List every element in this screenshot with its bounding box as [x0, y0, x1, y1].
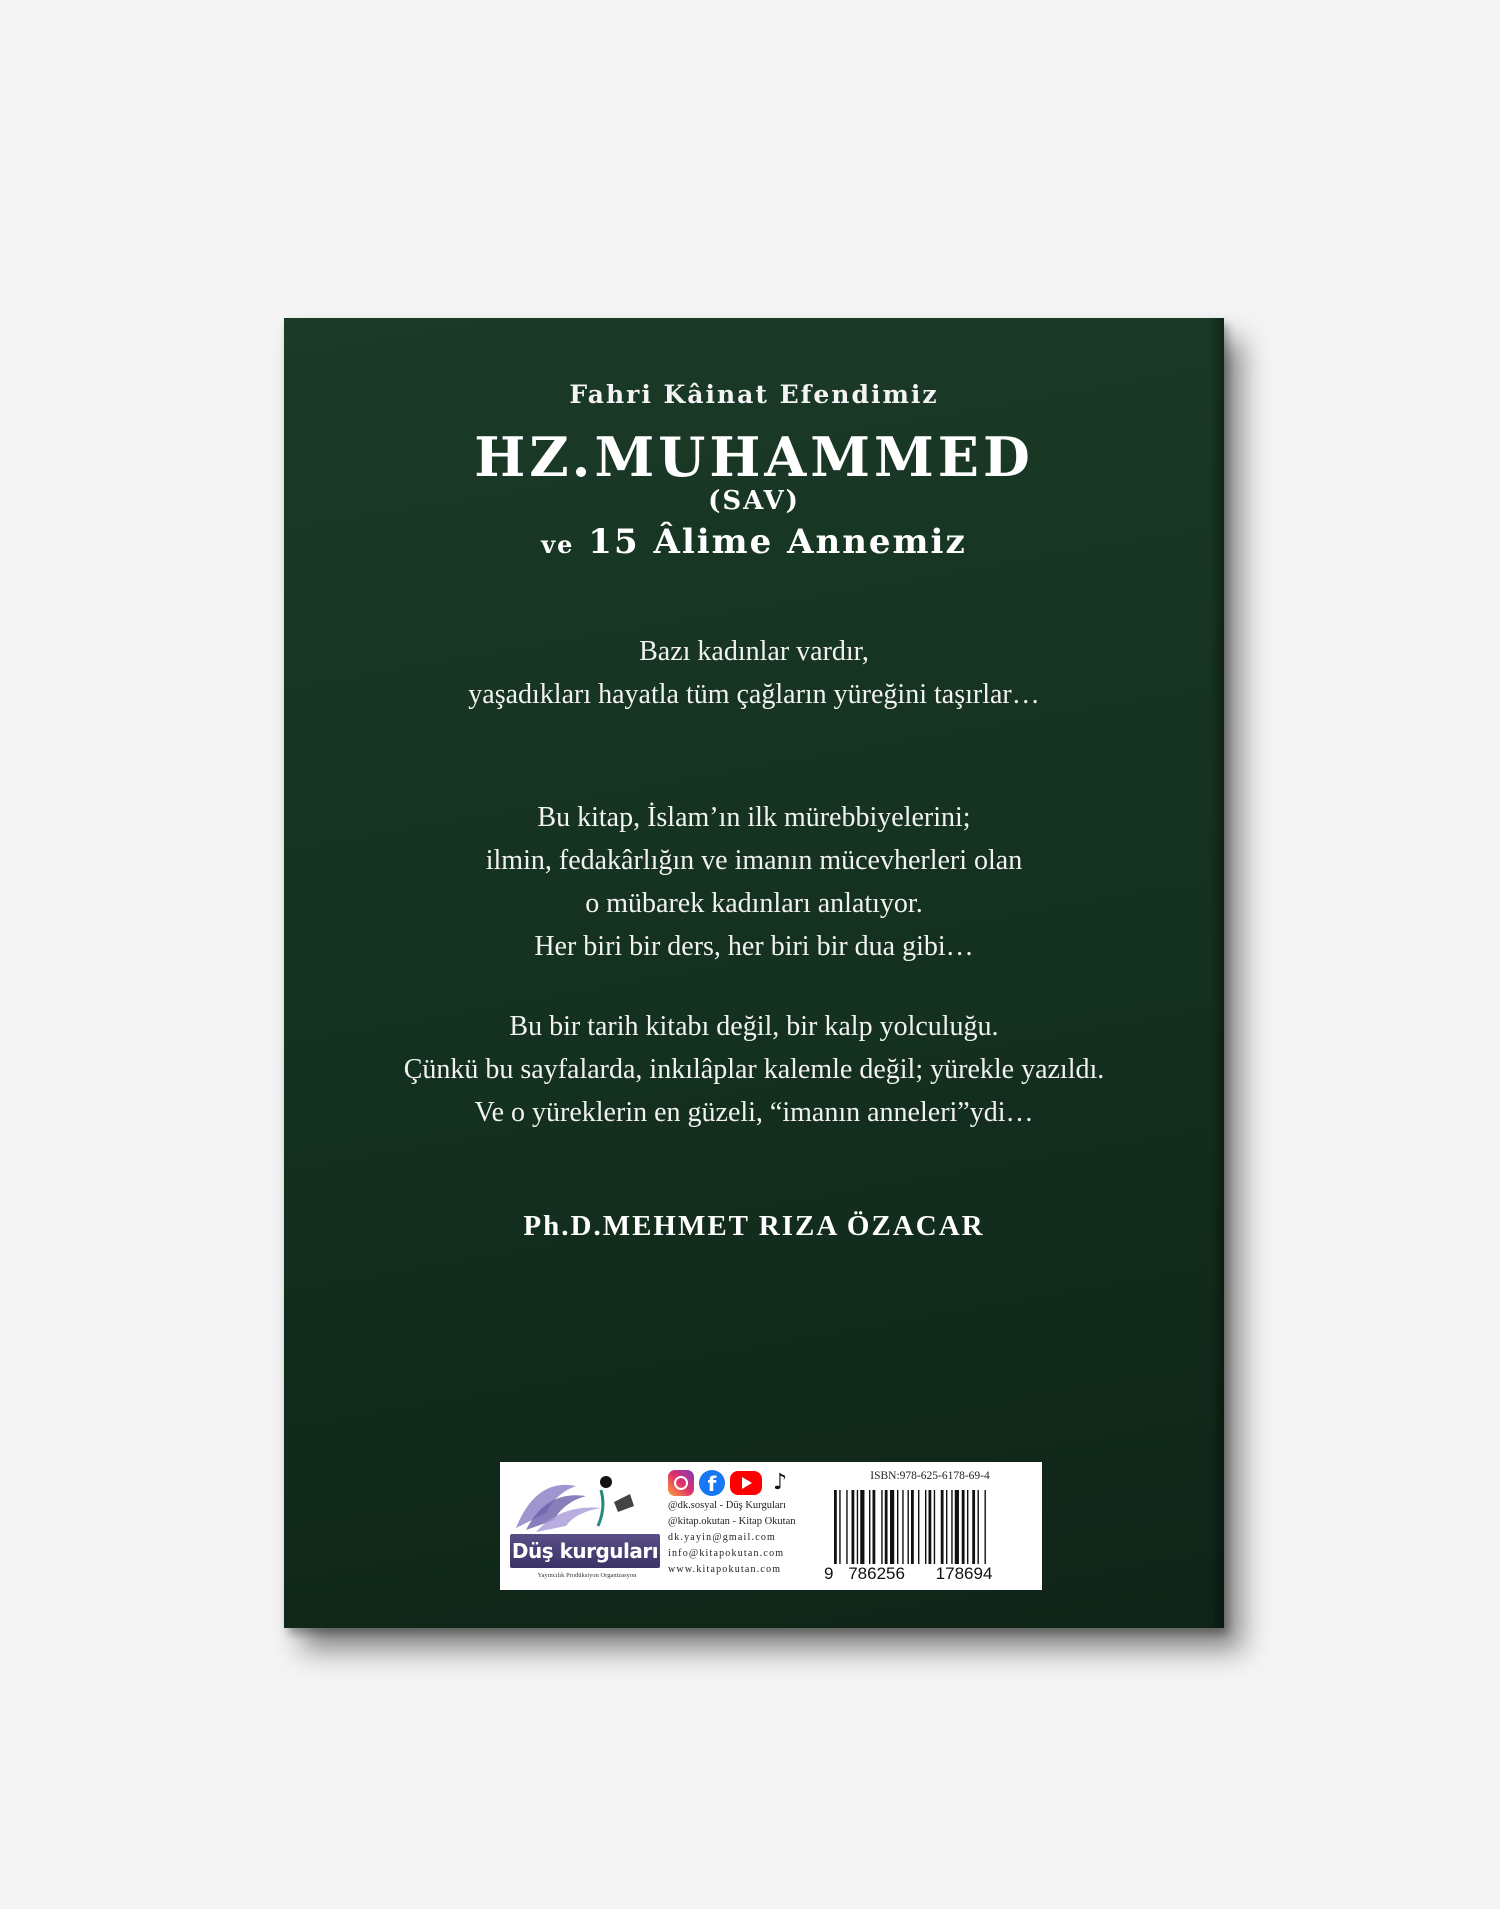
- cover-title-suffix: (SAV): [708, 486, 800, 516]
- blurb-paragraph-1: [284, 630, 1224, 716]
- blurb-line: Her biri bir ders, her biri bir dua gibi…: [534, 931, 974, 962]
- instagram-icon: [668, 1470, 694, 1496]
- social-contacts: [668, 1468, 818, 1588]
- publisher-barcode-label: [500, 1462, 1042, 1590]
- youtube-icon: [730, 1471, 762, 1495]
- blurb-line: yaşadıkları hayatla tüm çağların yüreğini taşırlar…: [468, 679, 1040, 710]
- publisher-logo: [506, 1468, 664, 1584]
- tiktok-icon: ♪: [772, 1470, 788, 1495]
- barcode: [834, 1490, 1030, 1564]
- blurb-line: Bu kitap, İslam’ın ilk mürebbiyelerini;: [537, 802, 971, 833]
- blurb-line: Çünkü bu sayfalarda, inkılâplar kalemle değil; yürekle yazıldı.: [403, 1054, 1105, 1085]
- subtitle-ve: ve: [541, 530, 575, 559]
- facebook-icon: f: [699, 1470, 725, 1496]
- blurb-paragraph-2: [284, 796, 1224, 968]
- social-icons: [668, 1468, 818, 1498]
- website-line: www.kitapokutan.com: [668, 1564, 782, 1575]
- blurb-line: Ve o yüreklerin en güzeli, “imanın anneleri”ydi…: [474, 1097, 1034, 1128]
- social-line: @kitap.okutan - Kitap Okutan: [668, 1516, 796, 1527]
- book-back-cover: [284, 318, 1224, 1628]
- email-line: info@kitapokutan.com: [668, 1548, 785, 1559]
- barcode-left-digits: 786256: [848, 1564, 905, 1583]
- blurb-line: o mübarek kadınları anlatıyor.: [585, 888, 923, 919]
- cover-supertitle: Fahri Kâinat Efendimiz: [569, 380, 939, 409]
- email-line: dk.yayin@gmail.com: [668, 1532, 777, 1543]
- barcode-area: [824, 1468, 1036, 1586]
- blurb-line: ilmin, fedakârlığın ve imanın mücevherleri olan: [485, 845, 1023, 876]
- barcode-first-digit: 9: [824, 1564, 834, 1583]
- publisher-tagline: Yayıncılık Prodüksiyon Organizasyon: [537, 1572, 637, 1579]
- blurb-line: Bu bir tarih kitabı değil, bir kalp yolculuğu.: [509, 1011, 999, 1042]
- publisher-logo-icon: [506, 1468, 664, 1538]
- barcode-right-digits: 178694: [935, 1564, 993, 1583]
- cover-title: HZ.MUHAMMED: [474, 425, 1034, 489]
- blurb-paragraph-3: [284, 1005, 1224, 1134]
- isbn-text: ISBN:978-625-6178-69-4: [870, 1470, 990, 1482]
- subtitle-main: 15 Âlime Annemiz: [588, 522, 967, 562]
- publisher-logo-text: Düş kurguları: [510, 1534, 660, 1568]
- author-name: Ph.D.MEHMET RIZA ÖZACAR: [523, 1210, 985, 1242]
- social-line: @dk.sosyal - Düş Kurguları: [668, 1500, 786, 1511]
- cover-subtitle: [284, 522, 1224, 562]
- blurb-line: Bazı kadınlar vardır,: [639, 636, 869, 667]
- barcode-number: [824, 1564, 1036, 1584]
